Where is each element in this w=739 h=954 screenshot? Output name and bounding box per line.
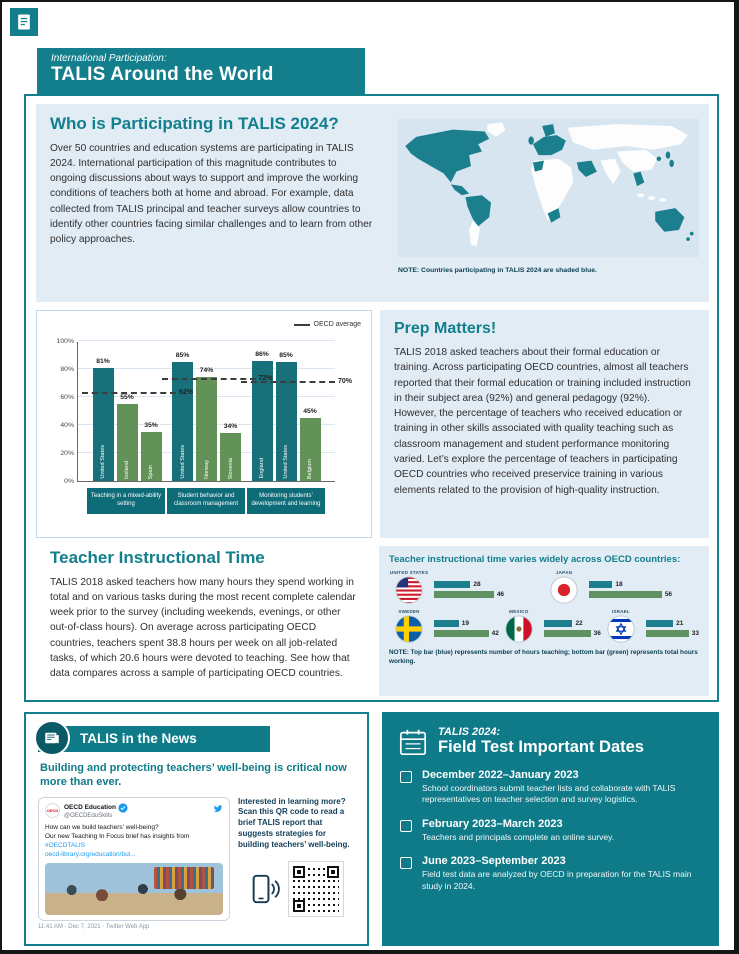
- news-banner: [38, 726, 270, 752]
- country-hours-item-mexico: [499, 609, 601, 643]
- instructional-time-chart: [379, 546, 709, 696]
- bar-country-label: England: [259, 458, 265, 479]
- total-hours-bar: [589, 591, 662, 598]
- total-hours-value: 33: [691, 629, 699, 637]
- header-kicker: International Participation:: [51, 53, 167, 64]
- date-heading-3: June 2023–September 2023: [422, 855, 566, 868]
- country-hours-item-sweden: [389, 609, 499, 643]
- bar-country-label: United States: [283, 445, 289, 479]
- bar-chart-category-labels: [77, 488, 335, 514]
- tweet-line2: Our new Teaching In Focus brief has insights from: [45, 832, 190, 840]
- bar-value: 35%: [144, 422, 158, 429]
- bar-country-label: United States: [100, 445, 106, 479]
- bar-spain: [141, 422, 162, 481]
- who-title: Who is Participating in TALIS 2024?: [50, 114, 339, 133]
- total-hours-value: 42: [491, 629, 499, 637]
- bar-group-label: Student behavior and classroom management: [167, 488, 245, 514]
- bar-value: 86%: [255, 350, 269, 358]
- bar-country-label: Slovenia: [227, 457, 234, 479]
- bar-country-label: Norway: [203, 460, 210, 479]
- chart-legend: [47, 321, 361, 328]
- time-chart-title: Teacher instructional time varies widely across OECD countries:: [389, 554, 681, 565]
- time-title: Teacher Instructional Time: [50, 548, 265, 567]
- country-hours-item-united-states: [389, 570, 544, 604]
- teaching-hours-bar: [434, 620, 459, 627]
- preservice-training-chart: [36, 310, 372, 538]
- teaching-hours-value: 22: [575, 619, 583, 627]
- page-header: [37, 48, 365, 94]
- bar-country-label: Iceland: [124, 460, 130, 479]
- time-chart-note: NOTE: Top bar (blue) represents number of hours teaching; bottom bar (green) represents total hours working.: [389, 649, 698, 666]
- dates-title: Field Test Important Dates: [438, 738, 644, 756]
- talis-in-the-news-panel: [24, 712, 369, 946]
- flag-mexico-icon: [505, 615, 533, 643]
- bar-value: 74%: [199, 367, 214, 375]
- y-axis-tick: 60%: [60, 394, 74, 401]
- y-axis-tick: 40%: [60, 422, 74, 429]
- bar-norway: [196, 367, 217, 481]
- bar-country-label: Spain: [148, 464, 154, 479]
- country-hours-rows: [389, 570, 699, 643]
- calendar-icon: [398, 727, 428, 757]
- section-who-is-participating: [36, 104, 709, 302]
- date-heading-1: December 2022–January 2023: [422, 769, 579, 781]
- bar-value: 55%: [120, 394, 134, 401]
- tweet-classroom-photo: [45, 863, 223, 915]
- oecd-average-value: 62%: [179, 389, 194, 397]
- date-body-3: Field test data are analyzed by OECD in preparation for the TALIS main study in 2024.: [422, 869, 692, 891]
- teaching-hours-bar: [646, 620, 673, 627]
- flag-sweden-icon: [395, 615, 423, 643]
- dates-kicker: TALIS 2024:: [438, 726, 501, 738]
- verified-badge-icon: [118, 803, 128, 813]
- teaching-hours-value: 28: [473, 580, 481, 588]
- country-hours-item-japan: [544, 570, 699, 604]
- world-map-graphic: [398, 112, 699, 264]
- date-heading-2: February 2023–March 2023: [422, 817, 563, 830]
- oecd-average-value: 70%: [338, 378, 353, 385]
- section-prep-matters: [36, 310, 709, 538]
- oecd-average-value: 72%: [258, 375, 273, 383]
- y-axis-tick: 80%: [60, 366, 74, 373]
- country-name: JAPAN: [555, 570, 573, 576]
- bar-country-label: Belgium: [307, 458, 313, 479]
- bar-chart-plot: [56, 338, 353, 485]
- tweet-link[interactable]: oecd-library.org/education/bul...: [45, 851, 136, 859]
- qr-code[interactable]: [288, 861, 344, 917]
- bar-iceland: [117, 394, 138, 481]
- oecd-average-line: [82, 389, 194, 397]
- y-axis-tick: 20%: [60, 450, 74, 457]
- flag-japan-icon: [550, 576, 578, 604]
- page-title: TALIS Around the World: [51, 64, 274, 85]
- total-hours-value: 46: [496, 590, 505, 598]
- tweet-timestamp: 11:41 AM · Dec 7, 2021 · Twitter Web App: [38, 924, 150, 931]
- tweet-line1: How can we build teachers’ well-being?: [45, 823, 159, 831]
- oecd-avatar: OECD: [45, 803, 60, 818]
- bar-value: 34%: [223, 423, 238, 431]
- bar-group: [88, 357, 194, 481]
- section-instructional-time: [36, 546, 709, 696]
- bar-value: 85%: [175, 352, 190, 359]
- map-note: NOTE: Countries participating in TALIS 2024 are shaded blue.: [398, 267, 597, 274]
- prep-text-block: [380, 310, 709, 538]
- field-test-dates-panel: [382, 712, 719, 946]
- prep-title: Prep Matters!: [394, 320, 497, 337]
- flag-israel-icon: [607, 615, 635, 643]
- teaching-hours-value: 18: [615, 580, 623, 588]
- prep-body: TALIS 2018 asked teachers about their formal education or training. Across participating OECD countries, almost all teachers reported that their formal education or training included instruction in their subject area (92%) and general pedagogy (92%). However, the percentage of teachers who received education or training in other skills associated with quality teaching such as classroom management and student performance monitoring varied. Let’s explore the percentage of teachers in participating OECD countries who received preservice training in various elements related to the provision of high-quality instruction.: [394, 347, 691, 496]
- document-corner-icon: [10, 8, 38, 36]
- news-banner-title: TALIS in the News: [80, 731, 197, 746]
- total-hours-bar: [434, 630, 489, 637]
- tweet-handle: @OECDEduSkills: [64, 812, 113, 819]
- total-hours-value: 56: [664, 590, 673, 598]
- checkbox-3[interactable]: [400, 857, 412, 869]
- total-hours-value: 36: [593, 629, 601, 637]
- checkbox-2[interactable]: [400, 820, 412, 832]
- country-hours-item-israel: [601, 609, 699, 643]
- who-body: Over 50 countries and education systems are participating in TALIS 2024. International participation of this magnitude contributes to ongoing discussions about ways to support and improve the working conditions of teachers both at home and abroad. For example, data collected from TALIS principal and teacher surveys allow countries to identify other countries facing similar challenges and to learn from other policy approaches.: [50, 142, 373, 246]
- bar-united-states: [276, 352, 297, 481]
- checkbox-1[interactable]: [400, 771, 412, 783]
- bar-slovenia: [220, 423, 241, 481]
- country-name: MEXICO: [509, 609, 529, 615]
- country-name: ISRAEL: [611, 609, 630, 615]
- oecd-average-line: [162, 375, 273, 383]
- teaching-hours-value: 19: [461, 619, 469, 627]
- document-icon: [14, 12, 34, 32]
- teaching-hours-bar: [434, 581, 470, 588]
- country-name: UNITED STATES: [389, 570, 429, 576]
- bar-group-label: Teaching in a mixed-ability setting: [87, 488, 165, 514]
- tweet-card[interactable]: [38, 797, 230, 922]
- date-body-1: School coordinators submit teacher lists and collaborate with TALIS representatives on teacher selection and survey logistics.: [422, 783, 676, 805]
- date-body-2: Teachers and principals complete an online survey.: [422, 831, 615, 842]
- date-item-2: [398, 818, 703, 843]
- bar-belgium: [300, 408, 321, 481]
- bar-value: 85%: [279, 352, 293, 359]
- y-axis-tick: 0%: [64, 478, 74, 485]
- legend-label: OECD average: [313, 321, 361, 328]
- world-map-panel: [388, 104, 709, 302]
- bar-value: 81%: [96, 357, 110, 365]
- newspaper-icon: [34, 720, 70, 756]
- date-item-1: [398, 769, 703, 806]
- bar-value: 45%: [303, 408, 317, 415]
- tweet-hashtag[interactable]: #OECDTALIS: [45, 841, 85, 849]
- total-hours-bar: [646, 630, 689, 637]
- oecd-average-legend-line: [294, 324, 310, 326]
- tweet-embed: [38, 797, 230, 931]
- who-text-block: [36, 104, 388, 302]
- total-hours-bar: [434, 591, 494, 598]
- date-item-3: [398, 855, 703, 892]
- time-body: TALIS 2018 asked teachers how many hours they spend working in total and on various tasks during the most recent complete calendar week prior to the survey (including weekends, evenings, or other out-of-class hours). On average across participating OECD countries, teachers spent 38.8 hours per week on all job-related tasks, of which 20.6 hours were devoted to teaching. See how that data compares across a sample of participating OECD countries.: [50, 576, 356, 680]
- qr-instruction-text: Interested in learning more? Scan this QR code to read a brief TALIS report that suggests strategies for building teachers’ well-being.: [238, 796, 350, 849]
- time-text-block: [36, 546, 371, 696]
- bar-country-label: United States: [179, 445, 186, 479]
- bar-group-label: Monitoring students’ development and learning: [247, 488, 325, 514]
- teaching-hours-bar: [544, 620, 573, 627]
- flag-united-states-icon: [395, 576, 423, 604]
- teaching-hours-value: 21: [676, 619, 684, 627]
- news-lead: Building and protecting teachers’ well-being is critical now more than ever.: [40, 762, 347, 789]
- phone-icon: [252, 872, 280, 906]
- y-axis-tick: 100%: [56, 338, 74, 345]
- country-name: SWEDEN: [398, 609, 420, 615]
- tweet-account-name: OECD Education: [64, 803, 117, 811]
- main-content-box: [24, 94, 719, 702]
- teaching-hours-bar: [589, 581, 612, 588]
- bar-united-states: [93, 357, 114, 481]
- total-hours-bar: [544, 630, 591, 637]
- twitter-bird-icon: [213, 803, 223, 813]
